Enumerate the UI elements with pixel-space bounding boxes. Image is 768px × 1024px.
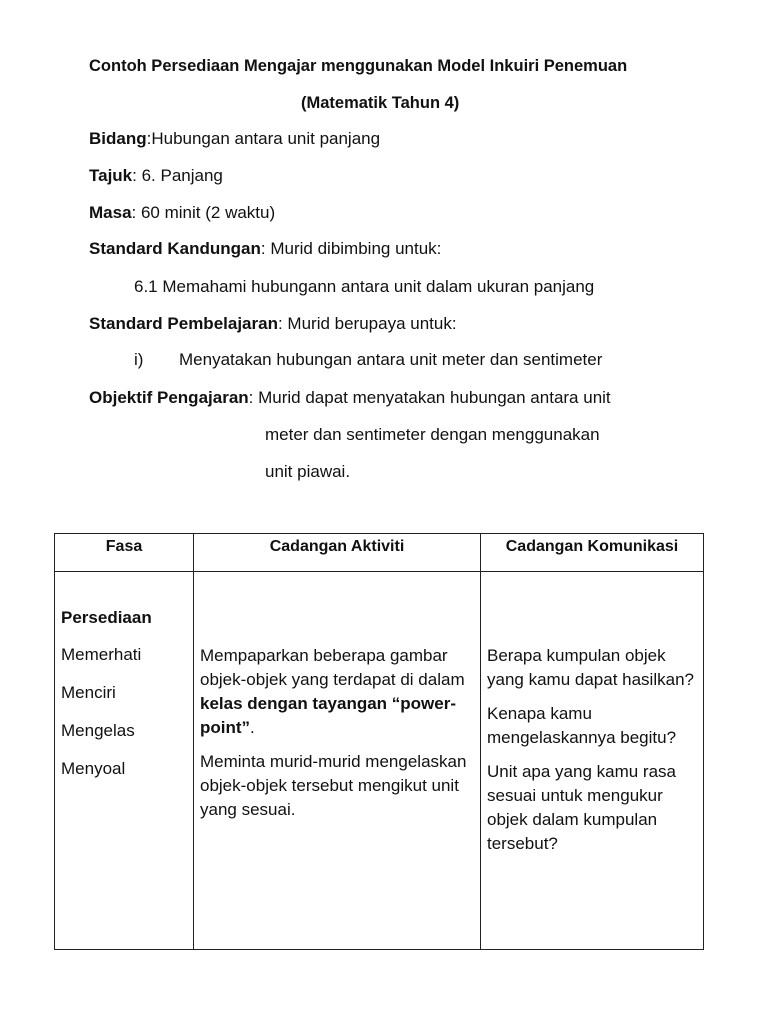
lesson-plan-table (54, 533, 704, 950)
standard-kandungan-value: : Murid dibimbing untuk: (260, 239, 442, 258)
header-cadangan-komunikasi: Cadangan Komunikasi (481, 534, 704, 572)
komunikasi-question-2: Kenapa kamu mengelaskannya begitu? (487, 704, 677, 747)
aktiviti-cell (194, 572, 481, 950)
document-subtitle: (Matematik Tahun 4) (301, 94, 460, 112)
standard-pembelajaran-item-number: i) (134, 350, 144, 369)
fasa-item-memerhati: Memerhati (61, 645, 142, 664)
komunikasi-question-3: Unit apa yang kamu rasa sesuai untuk mengukur objek dalam kumpulan tersebut? (487, 762, 676, 853)
standard-pembelajaran-row (89, 313, 457, 335)
masa-row (89, 202, 275, 224)
aktiviti-1-text: Mempaparkan beberapa gambar objek-objek yang terdapat di dalam (200, 646, 465, 689)
standard-pembelajaran-label: Standard Pembelajaran (89, 314, 278, 333)
standard-pembelajaran-item-text: Menyatakan hubungan antara unit meter dan sentimeter (179, 350, 603, 369)
objektif-pengajaran-value-line3: unit piawai. (265, 462, 351, 481)
fasa-title: Persediaan (61, 608, 152, 627)
tajuk-row (89, 165, 223, 187)
table-row (55, 572, 704, 950)
komunikasi-cell (481, 572, 704, 950)
objektif-pengajaran-value-line1: : Murid dapat menyatakan hubungan antara unit (248, 388, 611, 407)
aktiviti-1-end: . (250, 718, 255, 737)
masa-value: : 60 minit (2 waktu) (131, 203, 276, 222)
fasa-item-mengelas: Mengelas (61, 721, 135, 740)
fasa-item-menciri: Menciri (61, 683, 116, 702)
fasa-item-menyoal: Menyoal (61, 759, 126, 778)
document-title: Contoh Persediaan Mengajar menggunakan Model Inkuiri Penemuan (89, 57, 628, 75)
standard-kandungan-item: 6.1 Memahami hubungann antara unit dalam ukuran panjang (134, 277, 595, 296)
objektif-pengajaran-row (89, 387, 611, 409)
tajuk-label: Tajuk (89, 166, 133, 185)
bidang-value: :Hubungan antara unit panjang (146, 129, 381, 148)
standard-kandungan-label: Standard Kandungan (89, 239, 261, 258)
aktiviti-1-bold-text: kelas dengan tayangan “power-point” (200, 694, 457, 737)
bidang-row (89, 128, 380, 150)
table-header-row (55, 534, 704, 572)
aktiviti-paragraph-1 (200, 644, 474, 740)
objektif-pengajaran-value-line2: meter dan sentimeter dengan menggunakan (265, 425, 600, 444)
standard-kandungan-row (89, 238, 441, 260)
fasa-cell (55, 572, 194, 950)
objektif-pengajaran-label: Objektif Pengajaran (89, 388, 249, 407)
aktiviti-paragraph-2: Meminta murid-murid mengelaskan objek-objek tersebut mengikut unit yang sesuai. (200, 752, 467, 819)
standard-pembelajaran-value: : Murid berupaya untuk: (277, 314, 457, 333)
masa-label: Masa (89, 203, 132, 222)
bidang-label: Bidang (89, 129, 147, 148)
header-cadangan-aktiviti: Cadangan Aktiviti (194, 534, 481, 572)
tajuk-value: : 6. Panjang (132, 166, 223, 185)
komunikasi-question-1: Berapa kumpulan objek yang kamu dapat hasilkan? (487, 646, 694, 689)
header-fasa: Fasa (55, 534, 194, 572)
